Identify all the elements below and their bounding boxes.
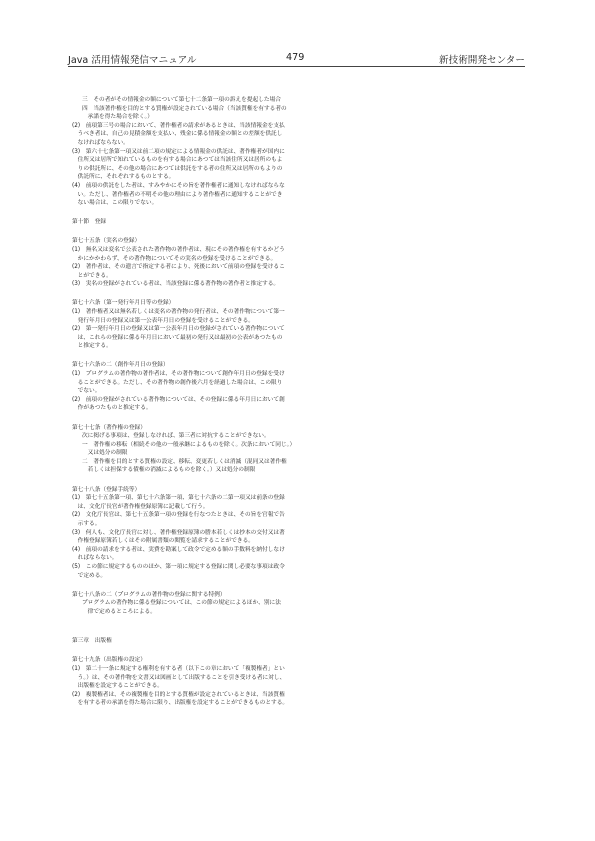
text-line: 第七十八条（登録手続等） — [72, 486, 141, 493]
text-line: 作があつたものと推定する。 — [72, 405, 152, 412]
document-body — [72, 96, 368, 708]
text-line: (2) 文化庁長官は、第七十五条第一項の登録を行なつたときは、その旨を官報で告 — [72, 512, 285, 519]
text-line: 示する。 — [72, 520, 101, 527]
text-line: う。）は、その著作物を文書又は図画として出版することを引き受ける者に対し、 — [72, 674, 286, 681]
paragraph — [72, 280, 368, 289]
paragraph — [72, 691, 368, 708]
text-line: 三 その者がその情報金の額について第七十二条第一項の訴えを提起した場合 — [82, 97, 281, 103]
text-line: い。ただし、著作権者の不明その他の理由により著作権者に通知することができ — [72, 191, 283, 198]
text-line: (2) 複製権者は、その複製権を目的とする質権が設定されているときは、当該質権 — [72, 691, 285, 698]
text-line: りの供託所に、その他の場合にあつては供託をする者の住所又は居所のもよりの — [72, 165, 283, 172]
text-line: (4) 前項の請求をする者は、実費を勘案して政令で定める額の手数料を納付しなけ — [72, 546, 285, 553]
paragraph — [72, 246, 368, 263]
text-line: うべき者は、自己の見積金額を支払い、残金に係る情報金の額との差額を供託し — [72, 131, 283, 138]
paragraph — [72, 637, 368, 646]
paragraph — [72, 325, 368, 351]
text-line: とができる。 — [72, 272, 112, 279]
text-line: (1) 無名又は変名で公表された著作物の著作者は、現にその著作権を有するかどう — [72, 246, 285, 253]
text-line: ればならない。 — [72, 555, 118, 562]
text-line: でない。 — [72, 388, 101, 395]
paragraph — [72, 361, 368, 370]
text-line: 第七十六条（第一発行年月日等の登録） — [72, 300, 175, 307]
text-line: (3) 第六十七条第一項又は前二項の規定による情報金の供託は、著作権者が国内に — [72, 148, 285, 155]
paragraph — [72, 511, 368, 528]
text-line: (4) 前項の供託をした者は、すみやかにその旨を著作権者に通知しなければならな — [72, 182, 285, 189]
text-line: (1) プログラムの著作物の著作者は、その著作物について創作年月日の登録を受け — [72, 371, 285, 378]
paragraph — [72, 546, 368, 563]
paragraph-gap — [72, 289, 368, 300]
paragraph — [72, 432, 368, 441]
paragraph — [72, 591, 368, 600]
paragraph-gap — [72, 351, 368, 362]
text-line: 若しくは担保する債権の消滅によるものを除く。）又は処分の制限 — [82, 467, 256, 474]
text-line: と推定する。 — [72, 343, 112, 350]
paragraph — [72, 96, 368, 105]
text-line: 供託所に、それぞれするものとする。 — [72, 174, 175, 181]
text-line: (2) 前項の登録がされている著作物については、その登録に係る年月日において創 — [72, 396, 285, 403]
text-line: (2) 前項第三号の場合において、著作権者の請求があるときは、当該情報金を支払 — [72, 122, 285, 129]
paragraph-gap — [72, 646, 368, 657]
paragraph-gap — [72, 616, 368, 637]
paragraph — [72, 105, 368, 122]
header-rule — [68, 66, 525, 67]
paragraph — [72, 299, 368, 308]
paragraph — [72, 218, 368, 227]
text-line: (5) この節に規定するもののほか、第一項に規定する登録に関し必要な事項は政令 — [72, 563, 285, 570]
text-line: で定める。 — [72, 572, 107, 579]
text-line: なければならない。 — [72, 139, 129, 146]
header-right-title: 新技術開発センター — [439, 55, 525, 66]
text-line: は、文化庁長官が著作権登録原簿に記載して行う。 — [72, 503, 209, 510]
paragraph — [72, 665, 368, 691]
paragraph — [72, 486, 368, 495]
paragraph — [72, 599, 368, 616]
text-line: (1) 第七十五条第一項、第七十六条第一項、第七十六条の二第一項又は前条の登録 — [72, 495, 285, 502]
paragraph-gap — [72, 475, 368, 486]
text-line: 第三章 出版権 — [72, 638, 112, 645]
text-line: 二 著作権を目的とする質権の設定、移転、変更若しくは消滅（混同又は著作権 — [82, 458, 287, 465]
paragraph — [72, 424, 368, 433]
text-line: 発行年月日の登録又は第一公表年月日の登録を受けることができる。 — [72, 317, 254, 324]
text-line: 出版権を設定することができる。 — [72, 683, 163, 690]
text-line: (3) 何人も、文化庁長官に対し、著作権登録原簿の謄本若しくは抄本の交付又は著 — [72, 529, 285, 536]
text-line: 作権登録原簿若しくはその附属書類の閲覧を請求することができる。 — [72, 538, 254, 545]
paragraph-gap — [72, 580, 368, 591]
text-line: 次に掲げる事項は、登録しなければ、第三者に対抗することができない。 — [82, 433, 270, 440]
text-line: 又は処分の制限 — [82, 450, 128, 457]
paragraph — [72, 441, 368, 458]
paragraph — [72, 308, 368, 325]
paragraph — [72, 263, 368, 280]
text-line: 承諾を得た場合を除く。） — [82, 114, 153, 121]
text-line: 第七十九条（出版権の設定） — [72, 657, 146, 664]
paragraph — [72, 656, 368, 665]
text-line: 一 著作権の移転（相続その他の一般承継によるものを除く。次条において同じ。） — [82, 441, 296, 448]
text-line: 第七十六条の二（創作年月日の登録） — [72, 362, 169, 369]
text-line: 第七十七条（著作権の登録） — [72, 424, 146, 431]
paragraph-gap — [72, 413, 368, 424]
text-line: 第七十五条（実名の登録） — [72, 238, 141, 245]
paragraph — [72, 529, 368, 546]
paragraph — [72, 370, 368, 396]
text-line: 第七十八条の二（プログラムの著作物の登録に関する特例） — [72, 591, 226, 598]
text-line: 第十節 登録 — [72, 219, 107, 226]
paragraph — [72, 396, 368, 413]
text-line: 住所又は居所で知れているものを有する場合にあつては当該住所又は居所のもよ — [72, 157, 283, 164]
paragraph — [72, 458, 368, 475]
text-line: かにかかわらず、その著作物についてその実名の登録を受けることができる。 — [72, 255, 277, 262]
text-line: ない場合は、この限りでない。 — [72, 200, 158, 207]
paragraph — [72, 122, 368, 148]
paragraph-gap — [72, 227, 368, 238]
paragraph — [72, 237, 368, 246]
text-line: (3) 実名の登録がされている者は、当該登録に係る著作物の著作者と推定する。 — [72, 281, 280, 288]
text-line: 律で定めるところによる。 — [82, 608, 156, 615]
text-line: を有する者の承諾を得た場合に限り、出版権を設定することができるものとする。 — [72, 700, 289, 707]
paragraph — [72, 563, 368, 580]
paragraph — [72, 182, 368, 208]
text-line: (1) 第二十一条に規定する権利を有する者（以下この章において「複製権者」とい — [72, 666, 285, 673]
paragraph — [72, 148, 368, 182]
text-line: ることができる。ただし、その著作物の創作後六月を経過した場合は、この限り — [72, 379, 283, 386]
text-line: (1) 著作権者又は無名若しくは変名の著作物の発行者は、その著作物について第一 — [72, 308, 285, 315]
text-line: プログラムの著作物に係る登録については、この節の規定によるほか、別に法 — [82, 600, 281, 607]
text-line: 四 当該著作権を目的とする質権が設定されている場合（当該質権を有する者の — [82, 105, 287, 112]
text-line: は、これらの登録に係る年月日において最初の発行又は最初の公表があつたもの — [72, 334, 283, 341]
paragraph-gap — [72, 208, 368, 219]
header-left-title: Java 活用情報発信マニュアル — [68, 55, 197, 66]
text-line: (2) 著作者は、その遺言で指定する者により、死後において前項の登録を受けるこ — [72, 264, 285, 271]
paragraph — [72, 494, 368, 511]
text-line: (2) 第一発行年月日の登録又は第一公表年月日の登録がされている著作物について — [72, 326, 285, 333]
page-number: 479 — [286, 52, 305, 63]
